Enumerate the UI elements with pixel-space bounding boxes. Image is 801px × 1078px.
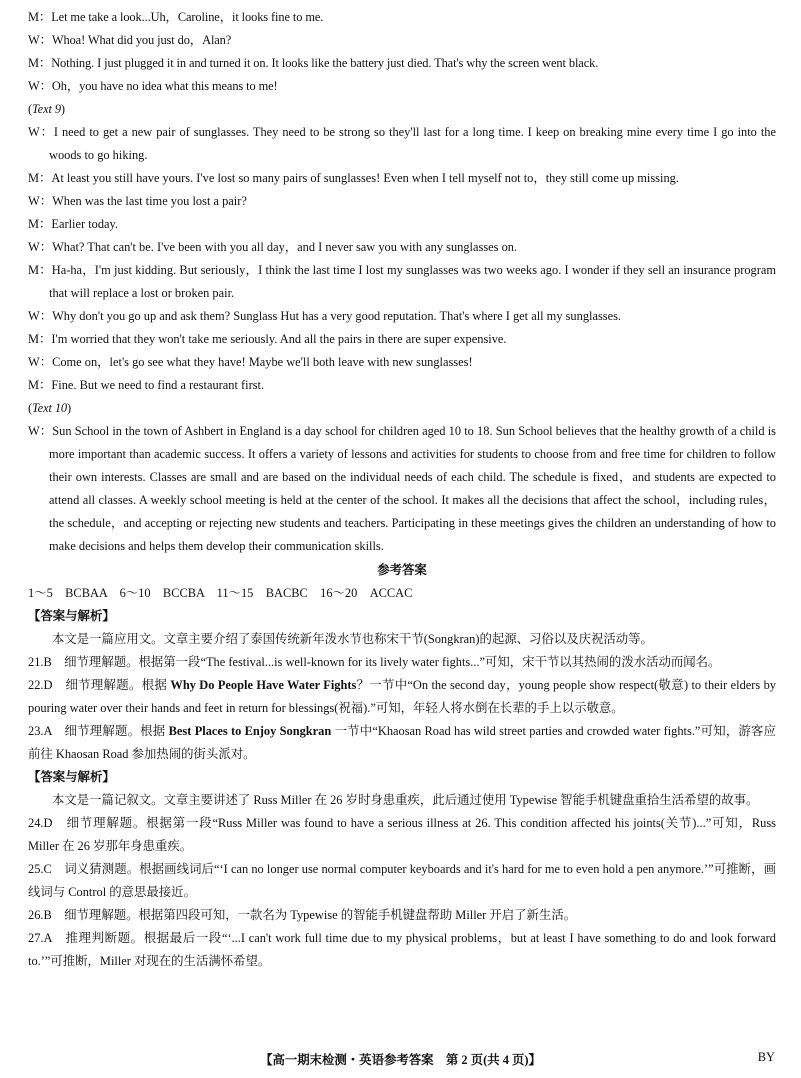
answer-key-title: 参考答案 (377, 563, 427, 577)
dialogue-line: W：Why don't you go up and ask them? Sunglass Hut has a very good reputation. That's where I get all my sunglasses. (28, 309, 622, 323)
dialogue-line: M：Earlier today. (28, 217, 119, 231)
explanation-heading: 【答案与解析】 (28, 609, 115, 623)
footer-code: BY (757, 1050, 775, 1064)
text9-label: (Text 9) (28, 102, 65, 116)
passage-summary: 本文是一篇记叙文。文章主要讲述了 Russ Miller 在 26 岁时身患重疾，此后通过使用 Typewise 智能手机键盘重拾生活希望的故事。 (52, 793, 759, 807)
dialogue-line: M：I'm worried that they won't take me seriously. And all the pairs in there are super expensive. (28, 332, 507, 346)
dialogue-line: M：Fine. But we need to find a restaurant first. (28, 378, 265, 392)
explanation-item-23: 23.A 细节理解题。根据 Best Places to Enjoy Songkran 一节中“Khaosan Road has wild street parties and crowded water fights.”可知，游客应前往 Khaosan Road 参加热闹的街头派对。 (28, 724, 777, 761)
section-title-bold: Best Places to Enjoy Songkran (168, 724, 332, 738)
explanation-item-24: 24.D 细节理解题。根据第一段“Russ Miller was found to have a serious illness at 26. This condition affected his joints(关节)...”可知，Russ Miller 在 26 岁那年身患重疾。 (28, 816, 776, 853)
explanation-item-22: 22.D 细节理解题。根据 Why Do People Have Water Fights？一节中“On the second day，young people show respect(敬意) to their elders by pouring water over their hands and feet in return for blessings(祝福).”可知，年轻人将水倒在长辈的手上以示敬意。 (28, 678, 776, 715)
page-footer (0, 1050, 801, 1072)
footer-title: 【高一期末检测・英语参考答案 第 2 页(共 4 页)】 (260, 1053, 541, 1067)
text9-dialogue (28, 121, 776, 397)
section-title-bold: Why Do People Have Water Fights (170, 678, 357, 692)
dialogue-line: M：At least you still have yours. I've lost so many pairs of sunglasses! Even when I tell myself not to，they still come up missing. (28, 171, 679, 185)
dialogue-line: W：I need to get a new pair of sunglasses. They need to be strong so they'll last for a long time. I keep on breaking mine every time I go into the woods to go hiking. (28, 125, 776, 162)
explanation-item-27: 27.A 推理判断题。根据最后一段“‘...I can't work full time due to my physical problems，but at least I have something to do and look forward to.’”可推断，Miller 对现在的生活满怀希望。 (28, 931, 776, 968)
dialogue-line: M：Ha-ha，I'm just kidding. But seriously，I think the last time I lost my sunglasses was two weeks ago. I wonder if they sell an insurance program that will replace a lost or broken pair. (28, 263, 776, 300)
explanation-item-26: 26.B 细节理解题。根据第四段可知，一款名为 Typewise 的智能手机键盘帮助 Miller 开启了新生活。 (28, 908, 577, 922)
dialogue-line: W：When was the last time you lost a pair? (28, 194, 247, 208)
explanation-item-21: 21.B 细节理解题。根据第一段“The festival...is well-known for its lively water fights...”可知，宋干节以其热闹的泼水活动而闻名。 (28, 655, 721, 669)
dialogue-line: W：Oh，you have no idea what this means to me! (28, 79, 278, 93)
answer-key-line: 1～5 BCBAA 6～10 BCCBA 11～15 BACBC 16～20 ACCAC (28, 586, 413, 600)
text10-monologue: W：Sun School in the town of Ashbert in England is a day school for children aged 10 to 18. Sun School believes that the healthy growth of a child is more important than academic success. It offers a variety of lessons and activities for students to choose from and free time for children to follow their own interests. Classes are small and are based on the individual needs of each child. The schedule is fixed，and students are expected to attend all classes. A weekly school meeting is held at the center of the school. It makes all the decisions that affect the school，including rules，the schedule，and accepting or rejecting new students and teachers. Participating in these meetings gives the children an understanding of how to make decisions and helps them develop their communication skills. (28, 424, 776, 553)
text10-label: (Text 10) (28, 401, 72, 415)
dialogue-top (28, 6, 776, 98)
dialogue-line: M：Nothing. I just plugged it in and turned it on. It looks like the battery just died. That's why the screen went black. (28, 56, 599, 70)
passage-summary: 本文是一篇应用文。文章主要介绍了泰国传统新年泼水节也称宋干节(Songkran)的起源、习俗以及庆祝活动等。 (52, 632, 653, 646)
dialogue-line: W：What? That can't be. I've been with you all day，and I never saw you with any sunglasses on. (28, 240, 518, 254)
explanation-item-25: 25.C 词义猜测题。根据画线词后“‘I can no longer use normal computer keyboards and it's hard for me to even hold a pen anymore.’”可推断，画线词与 Control 的意思最接近。 (28, 862, 776, 899)
dialogue-line: W：Whoa! What did you just do，Alan? (28, 33, 232, 47)
answer-page (28, 6, 776, 973)
explanation-heading: 【答案与解析】 (28, 770, 115, 784)
dialogue-line: W：Come on，let's go see what they have! Maybe we'll both leave with new sunglasses! (28, 355, 473, 369)
dialogue-line: M：Let me take a look...Uh，Caroline，it looks fine to me. (28, 10, 324, 24)
